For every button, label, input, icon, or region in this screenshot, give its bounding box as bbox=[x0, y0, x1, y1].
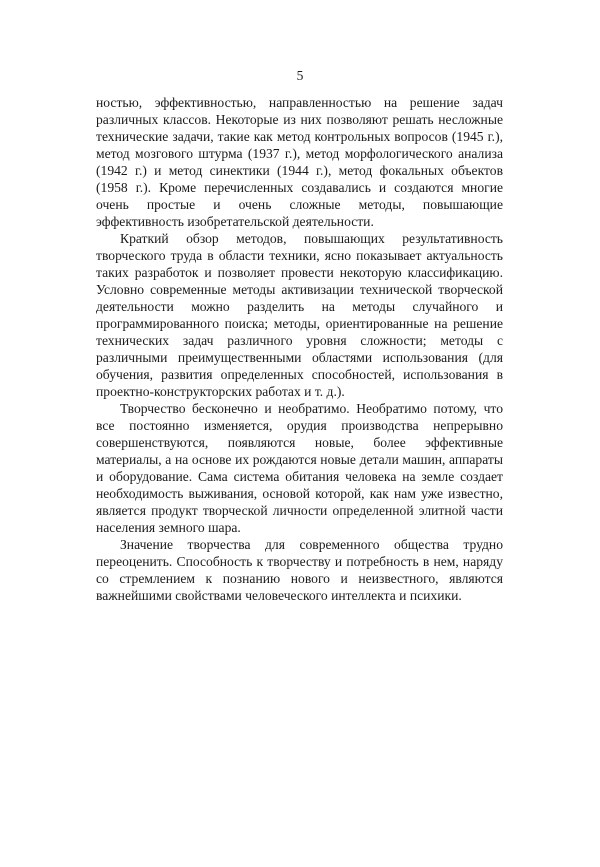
paragraph-1: ностью, эффективностью, направленностью на решение задач различных классов. Некоторые из них позволяют решать несложные технические задачи, такие как метод контрольных вопросов (1945 г.), метод мозгового штурма (1937 г.), метод морфологического анализа (1942 г.) и метод синектики (1944 г.), метод фокальных объектов (1958 г.). Кроме перечисленных создавались и создаются многие очень простые и очень сложные методы, повышающие эффективность изобретательской деятельности. bbox=[96, 95, 503, 229]
paragraph-4: Значение творчества для современного общества трудно переоценить. Способность к творчеству и потребность в нем, наряду со стремлением к познанию нового и неизвестного, являются важнейшими свойствами человеческого интеллекта и психики. bbox=[96, 537, 503, 603]
paragraph-3: Творчество бесконечно и необратимо. Необратимо потому, что все постоянно изменяется, орудия производства непрерывно совершенствуются, появляются новые, более эффективные материалы, а на основе их рождаются новые детали машин, аппараты и оборудование. Сама система обитания человека на земле создает необходимость выживания, основой которой, как нам уже известно, является продукт творческой личности определенной элитной части населения земного шара. bbox=[96, 401, 503, 535]
page-number: 5 bbox=[296, 68, 304, 83]
paragraph-2: Краткий обзор методов, повышающих результативность творческого труда в области техники, ясно показывает актуальность таких разработок и позволяет провести некоторую классификацию. Условно современные методы активизации технической творческой деятельности можно разделить на методы случайного и программированного поиска; методы, ориентированные на решение технических задач различного уровня сложности; методы с различными преимущественными областями использования (для обучения, развития определенных способностей, использования в проектно-конструкторских работах и т. д.). bbox=[96, 231, 503, 399]
body-text bbox=[96, 94, 503, 604]
